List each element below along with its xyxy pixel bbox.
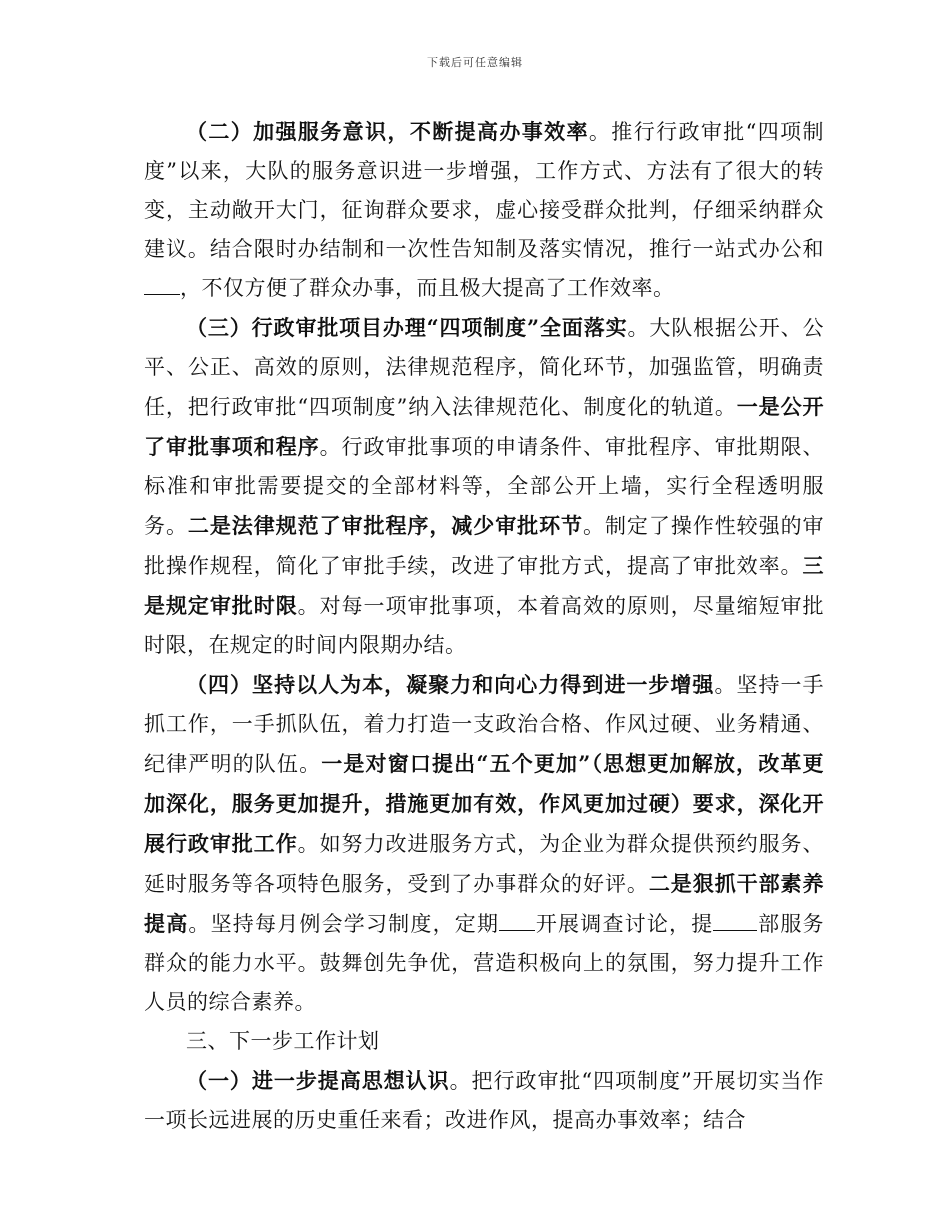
paragraph-text: 。如努力改进服务方式，为企业为群众提供预约服务、延时服务等各项特色服务，受到了办事群众的好评。: [144, 832, 825, 896]
paragraph-text: 。坚持每月例会学习制度，定期: [188, 912, 500, 936]
bold-point: 二是法律规范了审批程序，减少审批环节: [187, 513, 584, 538]
section-heading-next-plan: 三、下一步工作计划: [186, 1029, 380, 1053]
paragraph-text: 。制定了操作性较强的审批操作规程，简化了审批手续，改进了审批方式，提高了审批效率。: [144, 514, 825, 578]
paragraph-text: 。把行政审批“四项制度”开展切实当作一项长远进展的历史重任来看；改进作风，提高办事效率；结合: [144, 1069, 824, 1132]
paragraph-text: 。坚持一手抓工作，一手抓队伍，着力打造一支政治合格、作风过硬、业务精通、纪律严明的队伍。: [144, 673, 825, 776]
paragraph-improve-thinking: [144, 1061, 824, 1140]
fill-blank: [144, 274, 180, 295]
paragraph-approval-implementation: [144, 308, 824, 665]
paragraph-heading: （一）进一步提高思想认识: [186, 1068, 450, 1093]
paragraph-text: 部服务群众的能力水平。鼓舞创先争优，营造积极向上的氛围，努力提升工作人员的综合素养。: [144, 912, 825, 1014]
paragraph-people-oriented: [144, 665, 824, 1022]
fill-blank: [499, 910, 535, 931]
paragraph-text: 。推行行政审批“四项制度”以来，大队的服务意识进一步增强，工作方式、方法有了很大的转变，主动敞开大门，征询群众要求，虚心接受群众批判，仔细采纳群众建议。结合限时办结制和一次性告知制及落实情况，推行一站式办公和: [144, 120, 824, 261]
paragraph-text: 。行政审批事项的申请条件、审批程序、审批期限、标准和审批需要提交的全部材料等，全部公开上墙，实行全程透明服务。: [144, 435, 825, 538]
paragraph-heading: （三）行政审批项目办理“四项制度”全面落实: [186, 315, 628, 340]
paragraph-service-awareness: [144, 112, 824, 308]
paragraph-text: ，不仅方便了群众办事，而且极大提高了工作效率。: [180, 276, 675, 300]
bold-point: 一是对窗口提出“五个更加”（思想更加解放，改革更加深化，服务更加提升，措施更加有效，作风更加过硬）要求，深化开展行政审批工作: [144, 751, 824, 856]
paragraph-text: 。大队根据公开、公平、公正、高效的原则，法律规范程序，简化环节，加强监管，明确责任，把行政审批“四项制度”纳入法律规范化、制度化的轨道。: [144, 316, 824, 419]
fill-blank: [713, 910, 757, 931]
page-header-note: 下载后可任意编辑: [427, 56, 523, 69]
bold-point: 三是规定审批时限: [144, 553, 824, 618]
paragraph-heading: （四）坚持以人为本，凝聚力和向心力得到进一步增强: [186, 672, 715, 697]
bold-point: 一是公开了审批事项和程序: [144, 394, 824, 459]
document-body: [144, 112, 824, 1140]
paragraph-heading: （二）加强服务意识，不断提高办事效率: [186, 119, 589, 144]
bold-point: 二是狠抓干部素养提高: [144, 871, 825, 936]
paragraph-text: 开展调查讨论，提: [535, 912, 714, 936]
paragraph-text: 。对每一项审批事项，本着高效的原则，尽量缩短审批时限，在规定的时间内限期办结。: [144, 594, 825, 657]
